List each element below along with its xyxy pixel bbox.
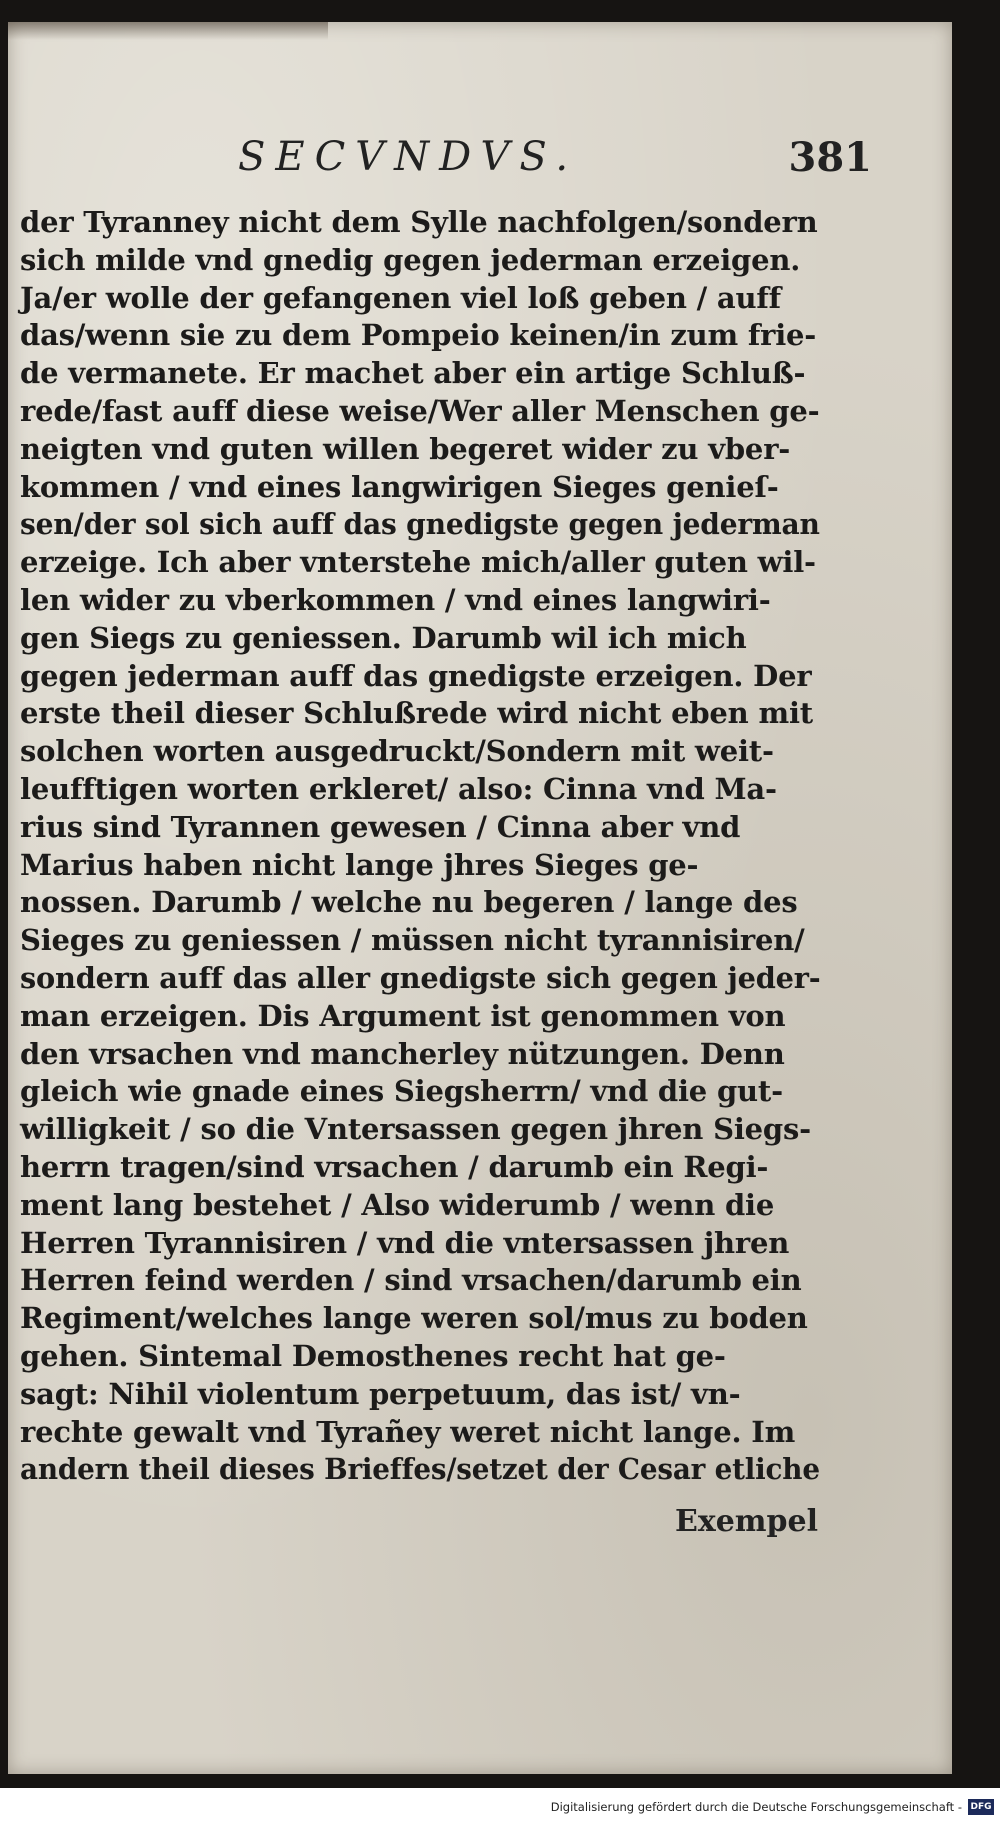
text-line: erzeige. Ich aber vnterstehe mich/aller guten wil- <box>20 545 816 580</box>
text-line: gehen. Sintemal Demosthenes recht hat ge- <box>20 1338 726 1373</box>
text-line: erste theil dieser Schlußrede wird nicht eben mit <box>20 696 813 731</box>
text-line: der Tyranney nicht dem Sylle nachfolgen/sondern <box>20 205 818 239</box>
text-line: sich milde vnd gnedig gegen jederman erzeigen. <box>20 242 801 277</box>
text-line: willigkeit / so die Vntersassen gegen jhren Siegs- <box>20 1112 811 1147</box>
text-line: solchen worten ausgedruckt/Sondern mit weit- <box>20 734 774 769</box>
text-line: Herren feind werden / sind vrsachen/darumb ein <box>20 1263 802 1298</box>
text-line: Herren Tyrannisiren / vnd die vntersassen jhren <box>20 1225 790 1260</box>
body-text <box>20 204 820 1489</box>
text-line: kommen / vnd eines langwirigen Sieges genieſ- <box>20 469 779 504</box>
digitization-footer <box>0 1788 1000 1827</box>
text-line: ment lang bestehet / Also widerumb / wenn die <box>20 1187 775 1222</box>
page-number: 381 <box>788 134 872 181</box>
text-line: das/wenn sie zu dem Pompeio keinen/in zum frie- <box>20 318 817 353</box>
text-line: Regiment/welches lange weren sol/mus zu boden <box>20 1301 808 1336</box>
text-line: gegen jederman auff das gnedigste erzeigen. Der <box>20 658 812 693</box>
text-line: rede/fast auff diese weise/Wer aller Menschen ge- <box>20 393 820 428</box>
text-line: len wider zu vberkommen / vnd eines langwiri- <box>20 582 771 617</box>
text-line: Ja/er wolle der gefangenen viel loß geben / auff <box>20 280 781 315</box>
text-line: leufftigen worten erkleret/ also: Cinna vnd Ma- <box>20 771 777 806</box>
text-line: gleich wie gnade eines Siegsherrn/ vnd die gut- <box>20 1074 783 1109</box>
text-line: den vrsachen vnd mancherley nützungen. Denn <box>20 1036 785 1071</box>
text-line: neigten vnd guten willen begeret wider zu vber- <box>20 431 791 466</box>
text-line: sen/der sol sich auff das gnedigste gegen jederman <box>20 507 820 542</box>
text-line: rechte gewalt vnd Tyrañey weret nicht lange. Im <box>20 1414 796 1449</box>
text-line: Marius haben nicht lange jhres Sieges ge- <box>20 847 699 882</box>
catchword: Exempel <box>674 1504 818 1539</box>
text-line: gen Siegs zu geniessen. Darumb wil ich mich <box>20 620 747 655</box>
text-line: sondern auff das aller gnedigste sich gegen jeder- <box>20 960 821 995</box>
book-page <box>8 22 952 1774</box>
text-line: de vermanete. Er machet aber ein artige Schluß- <box>20 356 806 391</box>
funding-credit: Digitalisierung gefördert durch die Deutsche Forschungsgemeinschaft - <box>550 1800 962 1814</box>
text-line: sagt: Nihil violentum perpetuum, das ist/ vn- <box>20 1376 741 1411</box>
text-line: rius sind Tyrannen gewesen / Cinna aber vnd <box>20 809 741 844</box>
text-line: herrn tragen/sind vrsachen / darumb ein Regi- <box>20 1149 769 1184</box>
dfg-logo-icon: DFG <box>968 1799 994 1815</box>
text-line: Sieges zu geniessen / müssen nicht tyrannisiren/ <box>20 923 805 958</box>
running-head: SECVNDVS. <box>238 134 579 180</box>
page-edge-shadow <box>8 22 328 40</box>
text-line: man erzeigen. Dis Argument ist genommen von <box>20 998 786 1033</box>
text-line: nossen. Darumb / welche nu begeren / lange des <box>20 885 798 920</box>
text-line: andern theil dieses Brieffes/setzet der Cesar etliche <box>20 1452 820 1487</box>
